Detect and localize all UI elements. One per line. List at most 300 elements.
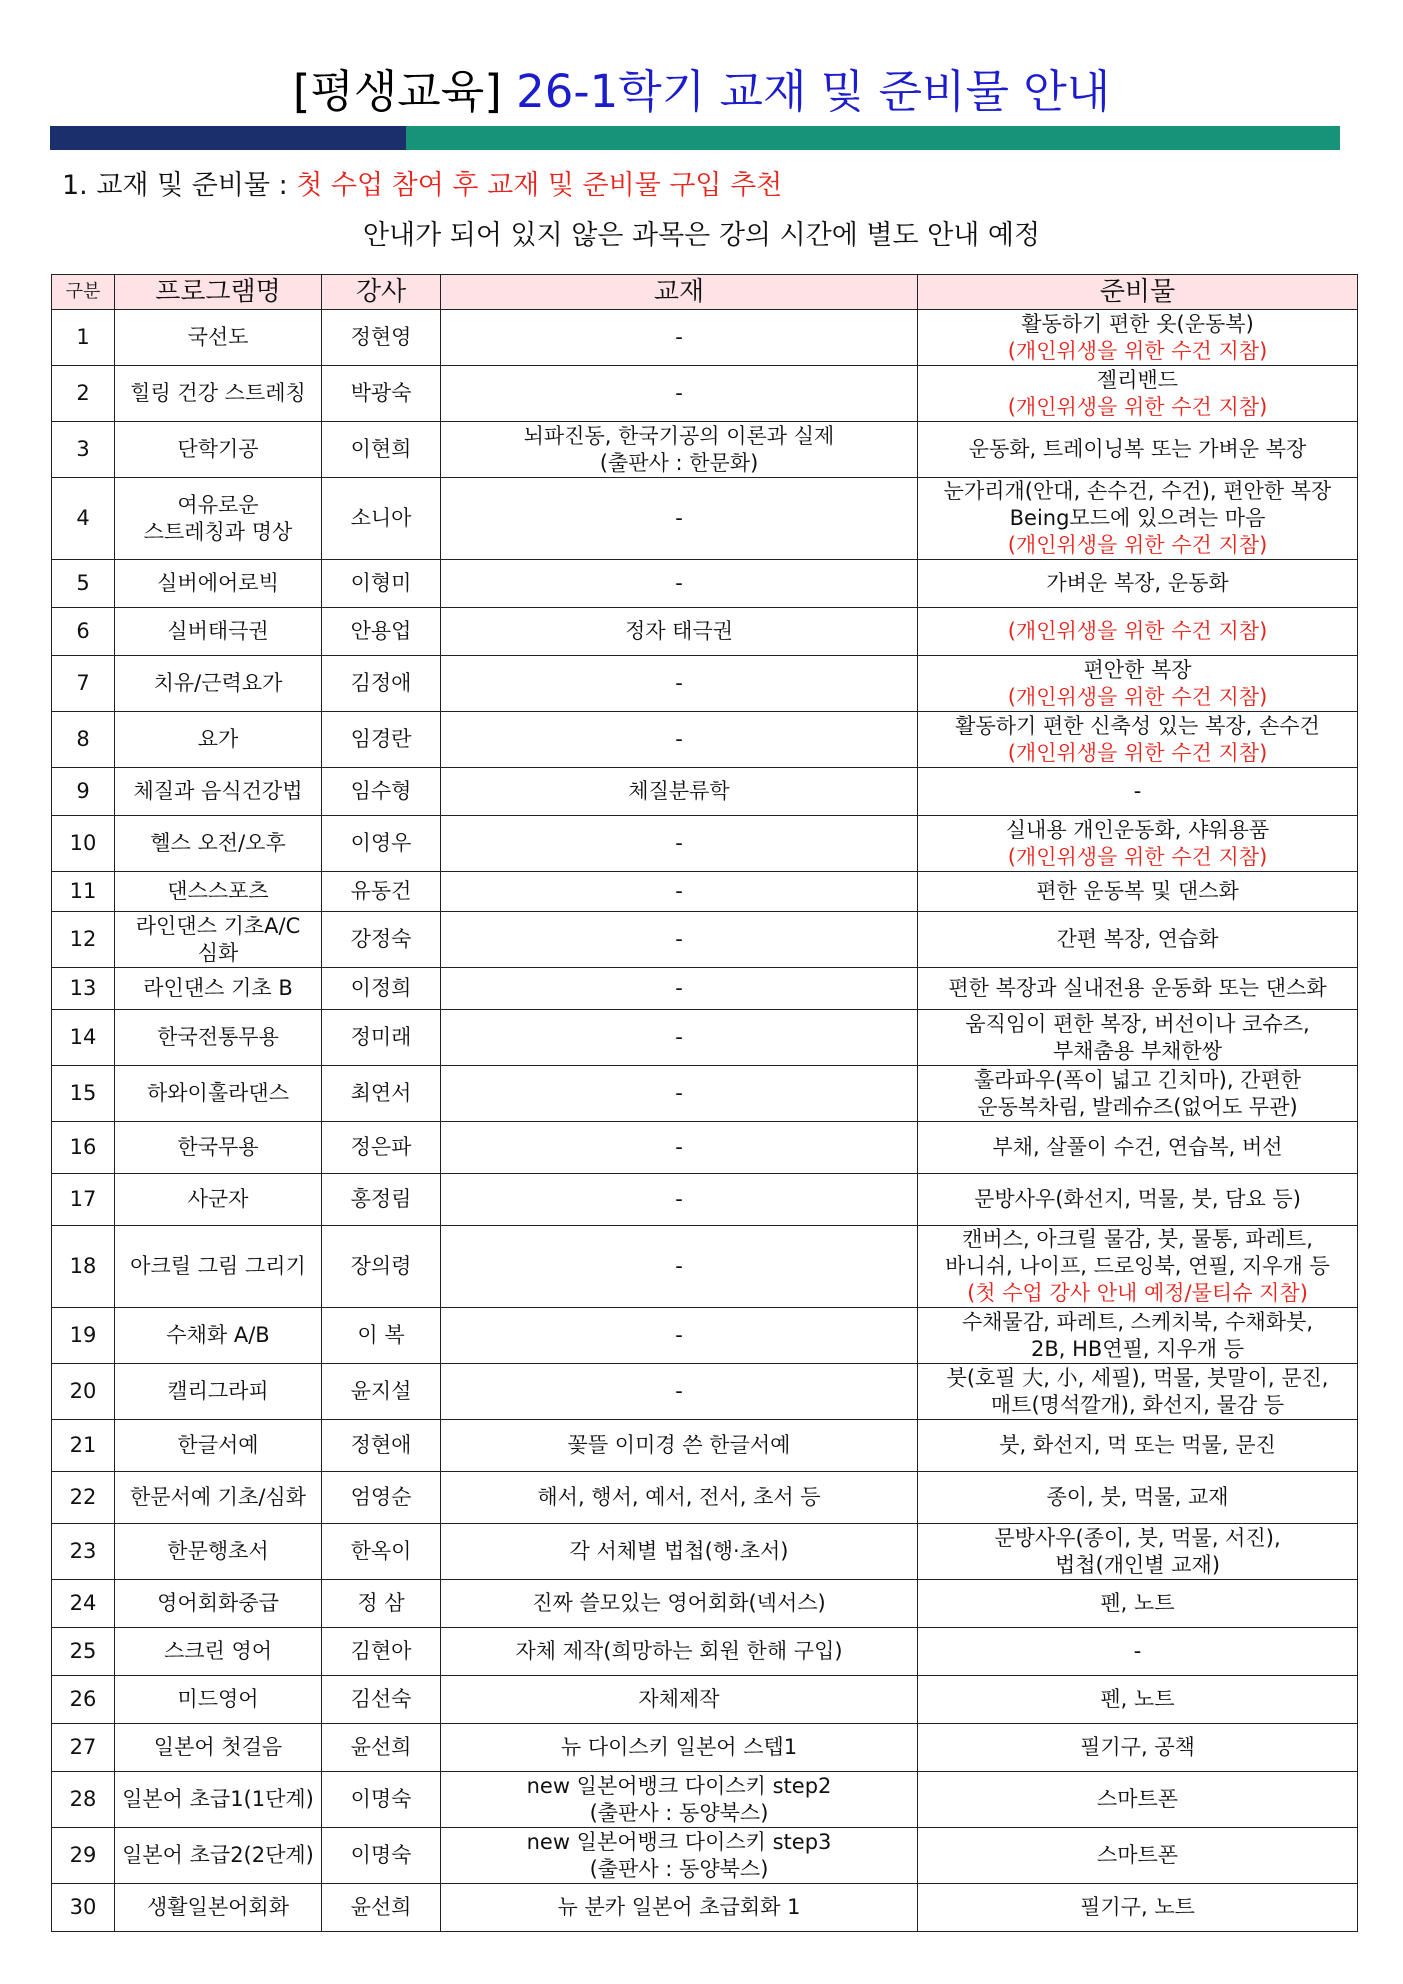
table-body	[52, 310, 1358, 1932]
instructor-name-line: 윤선희	[350, 1895, 412, 1919]
textbook	[441, 1628, 918, 1676]
instructor-name	[322, 366, 441, 422]
textbook	[441, 912, 918, 968]
program-name-line: 국선도	[187, 325, 249, 349]
textbook-line: 꽃뜰 이미경 쓴 한글서예	[567, 1433, 791, 1457]
program-name	[115, 912, 322, 968]
program-name	[115, 768, 322, 816]
instructor-name-line: 윤지설	[350, 1379, 412, 1403]
supplies	[918, 1524, 1358, 1580]
supplies	[918, 1364, 1358, 1420]
program-name	[115, 1628, 322, 1676]
supplies-line: 문방사우(종이, 붓, 먹물, 서진),	[994, 1525, 1281, 1550]
instructor-name	[322, 768, 441, 816]
row-number	[52, 366, 115, 422]
instructor-name	[322, 816, 441, 872]
supplies	[918, 768, 1358, 816]
table-row	[52, 1174, 1358, 1226]
program-name-line: 일본어 초급1(1단계)	[122, 1787, 314, 1811]
supplies	[918, 816, 1358, 872]
instructor-name-line: 김현아	[350, 1639, 412, 1663]
row-number-line: 15	[69, 1081, 97, 1105]
supplies	[918, 1724, 1358, 1772]
textbook	[441, 560, 918, 608]
table-row	[52, 1066, 1358, 1122]
program-name	[115, 1884, 322, 1932]
instructor-name-line: 장의령	[350, 1254, 412, 1278]
instructor-name	[322, 422, 441, 478]
row-number	[52, 1772, 115, 1828]
program-name-line: 헬스 오전/오후	[150, 831, 286, 855]
row-number	[52, 712, 115, 768]
instructor-name-line: 임수형	[350, 779, 412, 803]
supplies	[918, 478, 1358, 560]
instructor-name	[322, 712, 441, 768]
program-name	[115, 1308, 322, 1364]
header-program: 프로그램명	[115, 275, 322, 310]
textbook	[441, 1122, 918, 1174]
textbook-line: -	[675, 1323, 683, 1347]
row-number	[52, 1308, 115, 1364]
row-number	[52, 1580, 115, 1628]
table-row	[52, 310, 1358, 366]
instructor-name	[322, 1828, 441, 1884]
supplies	[918, 1420, 1358, 1472]
table-row	[52, 968, 1358, 1010]
supplies	[918, 1676, 1358, 1724]
instructor-name-line: 박광숙	[350, 381, 412, 405]
header-textbook: 교재	[441, 275, 918, 310]
instructor-name-line: 김정애	[350, 671, 412, 695]
supplies	[918, 310, 1358, 366]
supplies	[918, 656, 1358, 712]
supplies-line: 운동화, 트레이닝복 또는 가벼운 복장	[968, 437, 1307, 461]
supplies-line: (개인위생을 위한 수건 지참)	[1007, 619, 1268, 643]
supplies-line: 법첩(개인별 교재)	[1054, 1552, 1221, 1577]
supplies	[918, 422, 1358, 478]
supplies-line: 스마트폰	[1096, 1787, 1179, 1811]
instructor-name	[322, 1628, 441, 1676]
row-number-line: 23	[69, 1539, 97, 1563]
textbook-line: 각 서체별 법첩(행·초서)	[569, 1539, 789, 1563]
table-row	[52, 872, 1358, 912]
program-name-line: 힐링 건강 스트레칭	[130, 381, 306, 405]
row-number-line: 13	[69, 976, 97, 1000]
textbook-line: -	[675, 1379, 683, 1403]
row-number-line: 24	[69, 1591, 97, 1615]
supplies-line: 부채춤용 부채한쌍	[1053, 1038, 1222, 1063]
instructor-name	[322, 656, 441, 712]
textbook	[441, 310, 918, 366]
header-no: 구분	[52, 275, 115, 310]
row-number	[52, 1066, 115, 1122]
row-number-line: 26	[69, 1687, 97, 1711]
instructor-name-line: 정 삼	[357, 1591, 405, 1615]
section-heading-label: 1. 교재 및 준비물 :	[62, 170, 297, 201]
section-heading	[62, 166, 782, 206]
program-name-line: 스크린 영어	[163, 1639, 273, 1663]
textbook-line: -	[675, 976, 683, 1000]
row-number	[52, 560, 115, 608]
textbook-line: -	[675, 831, 683, 855]
textbook	[441, 1884, 918, 1932]
title-bracket: [평생교육]	[292, 65, 502, 118]
row-number-line: 10	[69, 831, 97, 855]
program-name	[115, 422, 322, 478]
row-number-line: 12	[69, 927, 97, 951]
program-name-line: 요가	[197, 727, 239, 751]
title-main: 26-1학기 교재 및 준비물 안내	[516, 65, 1111, 118]
program-name-line: 한문서예 기초/심화	[129, 1485, 307, 1509]
program-name-line: 수채화 A/B	[166, 1323, 270, 1347]
materials-table	[51, 274, 1358, 1932]
textbook-line: (출판사 : 동양북스)	[589, 1800, 769, 1825]
row-number-line: 19	[69, 1323, 97, 1347]
textbook	[441, 1066, 918, 1122]
program-name-line: 한글서예	[177, 1433, 259, 1457]
table-row	[52, 1420, 1358, 1472]
program-name-line: 실버에어로빅	[157, 571, 279, 595]
supplies	[918, 608, 1358, 656]
instructor-name	[322, 1472, 441, 1524]
row-number-line: 2	[76, 381, 90, 405]
instructor-name	[322, 478, 441, 560]
supplies-line: 필기구, 노트	[1080, 1895, 1195, 1919]
supplies	[918, 968, 1358, 1010]
row-number-line: 14	[69, 1025, 97, 1049]
header-bar-navy	[50, 126, 406, 150]
textbook	[441, 1724, 918, 1772]
table-row	[52, 1524, 1358, 1580]
program-name	[115, 1580, 322, 1628]
supplies-line: 가벼운 복장, 운동화	[1046, 571, 1229, 595]
table-row	[52, 712, 1358, 768]
table-row	[52, 1724, 1358, 1772]
textbook	[441, 768, 918, 816]
row-number-line: 6	[76, 619, 90, 643]
textbook	[441, 968, 918, 1010]
instructor-name-line: 유동건	[350, 879, 412, 903]
table-row	[52, 1628, 1358, 1676]
instructor-name	[322, 1066, 441, 1122]
textbook	[441, 1580, 918, 1628]
textbook-line: 진짜 쓸모있는 영어회화(넥서스)	[532, 1591, 826, 1615]
textbook	[441, 1676, 918, 1724]
instructor-name-line: 이정희	[350, 976, 412, 1000]
program-name	[115, 1524, 322, 1580]
textbook-line: 뉴 다이스키 일본어 스텝1	[560, 1735, 798, 1759]
row-number-line: 8	[76, 727, 90, 751]
row-number	[52, 1420, 115, 1472]
textbook-line: (출판사 : 동양북스)	[589, 1856, 769, 1881]
textbook-line: -	[675, 1254, 683, 1278]
program-name	[115, 1420, 322, 1472]
supplies-line: 수채물감, 파레트, 스케치북, 수채화붓,	[961, 1309, 1314, 1334]
program-name	[115, 968, 322, 1010]
textbook	[441, 422, 918, 478]
textbook	[441, 1524, 918, 1580]
supplies-line: 스마트폰	[1096, 1843, 1179, 1867]
supplies-line: 실내용 개인운동화, 샤워용품	[1005, 817, 1270, 842]
instructor-name	[322, 1122, 441, 1174]
table-row	[52, 1010, 1358, 1066]
supplies-line: 부채, 살풀이 수건, 연습복, 버선	[992, 1135, 1283, 1159]
textbook	[441, 1472, 918, 1524]
textbook	[441, 1420, 918, 1472]
instructor-name-line: 이영우	[350, 831, 412, 855]
supplies	[918, 1010, 1358, 1066]
supplies-line: (개인위생을 위한 수건 지참)	[1007, 844, 1268, 869]
row-number-line: 3	[76, 437, 90, 461]
instructor-name	[322, 1364, 441, 1420]
instructor-name-line: 엄영순	[350, 1485, 412, 1509]
instructor-name	[322, 1524, 441, 1580]
supplies	[918, 1308, 1358, 1364]
textbook	[441, 712, 918, 768]
program-name	[115, 560, 322, 608]
row-number	[52, 1828, 115, 1884]
program-name	[115, 816, 322, 872]
row-number-line: 20	[69, 1379, 97, 1403]
textbook-line: 뇌파진동, 한국기공의 이론과 실제	[523, 423, 835, 448]
supplies-line: (개인위생을 위한 수건 지참)	[1007, 394, 1268, 419]
row-number	[52, 816, 115, 872]
textbook-line: new 일본어뱅크 다이스키 step2	[526, 1773, 832, 1798]
instructor-name	[322, 1010, 441, 1066]
program-name-line: 생활일본어회화	[146, 1895, 289, 1919]
instructor-name	[322, 1884, 441, 1932]
textbook-line: -	[675, 879, 683, 903]
row-number-line: 5	[76, 571, 90, 595]
instructor-name-line: 강정숙	[350, 927, 412, 951]
instructor-name-line: 정현애	[350, 1433, 412, 1457]
row-number-line: 17	[69, 1187, 97, 1211]
row-number	[52, 968, 115, 1010]
supplies-line: 펜, 노트	[1100, 1687, 1175, 1711]
program-name-line: 한국무용	[177, 1135, 259, 1159]
supplies-line: 활동하기 편한 옷(운동복)	[1021, 311, 1254, 336]
supplies	[918, 1472, 1358, 1524]
row-number	[52, 1226, 115, 1308]
supplies-line: 2B, HB연필, 지우개 등	[1030, 1336, 1245, 1361]
row-number-line: 30	[69, 1895, 97, 1919]
program-name	[115, 1364, 322, 1420]
textbook	[441, 1828, 918, 1884]
textbook	[441, 366, 918, 422]
row-number-line: 29	[69, 1843, 97, 1867]
textbook-line: -	[675, 381, 683, 405]
program-name	[115, 1676, 322, 1724]
instructor-name-line: 정미래	[350, 1025, 412, 1049]
supplies-line: 펜, 노트	[1100, 1591, 1175, 1615]
program-name-line: 치유/근력요가	[153, 671, 283, 695]
program-name	[115, 608, 322, 656]
row-number	[52, 422, 115, 478]
row-number-line: 4	[76, 506, 90, 530]
supplies-line: 바니쉬, 나이프, 드로잉북, 연필, 지우개 등	[945, 1254, 1330, 1278]
row-number-line: 11	[69, 879, 97, 903]
instructor-name	[322, 1174, 441, 1226]
instructor-name	[322, 1580, 441, 1628]
supplies	[918, 1628, 1358, 1676]
header-supplies: 준비물	[918, 275, 1358, 310]
textbook-line: new 일본어뱅크 다이스키 step3	[526, 1829, 832, 1854]
supplies-line: (개인위생을 위한 수건 지참)	[1007, 684, 1268, 709]
table-row	[52, 656, 1358, 712]
program-name-line: 스트레칭과 명상	[143, 519, 293, 544]
supplies	[918, 1772, 1358, 1828]
row-number-line: 9	[76, 779, 90, 803]
table-row	[52, 1884, 1358, 1932]
instructor-name	[322, 1308, 441, 1364]
supplies-line: 매트(명석깔개), 화선지, 물감 등	[990, 1392, 1285, 1417]
row-number-line: 18	[69, 1254, 97, 1278]
table-row	[52, 608, 1358, 656]
supplies-line: (개인위생을 위한 수건 지참)	[1007, 740, 1268, 765]
program-name-line: 여유로운	[177, 492, 259, 517]
page-title	[0, 62, 1403, 122]
supplies-line: -	[1133, 779, 1142, 803]
table-row	[52, 816, 1358, 872]
textbook-line: -	[675, 1187, 683, 1211]
supplies-line: 활동하기 편한 신축성 있는 복장, 손수건	[955, 713, 1320, 738]
supplies-line: 눈가리개(안대, 손수건, 수건), 편안한 복장	[943, 479, 1332, 503]
program-name	[115, 1472, 322, 1524]
instructor-name-line: 최연서	[350, 1081, 412, 1105]
program-name	[115, 1772, 322, 1828]
instructor-name	[322, 310, 441, 366]
program-name	[115, 1010, 322, 1066]
row-number	[52, 1364, 115, 1420]
table-header-row	[52, 275, 1358, 310]
supplies-line: 운동복차림, 발레슈즈(없어도 무관)	[977, 1094, 1298, 1119]
program-name	[115, 1174, 322, 1226]
instructor-name-line: 안용업	[350, 619, 412, 643]
table-row	[52, 422, 1358, 478]
textbook-line: 자체제작	[638, 1687, 720, 1711]
program-name-line: 아크릴 그림 그리기	[130, 1254, 306, 1278]
supplies	[918, 1122, 1358, 1174]
supplies	[918, 1226, 1358, 1308]
table-row	[52, 1472, 1358, 1524]
supplies	[918, 872, 1358, 912]
textbook-line: 정자 태극권	[624, 619, 734, 643]
program-name-line: 실버태극권	[167, 619, 269, 643]
textbook	[441, 1308, 918, 1364]
table-row	[52, 1676, 1358, 1724]
supplies	[918, 366, 1358, 422]
instructor-name	[322, 1724, 441, 1772]
textbook-line: -	[675, 1081, 683, 1105]
textbook-line: (출판사 : 한문화)	[599, 450, 759, 475]
row-number	[52, 608, 115, 656]
program-name-line: 캘리그라피	[167, 1379, 269, 1403]
table-row	[52, 366, 1358, 422]
textbook-line: 자체 제작(희망하는 회원 한해 구입)	[515, 1639, 843, 1663]
table-row	[52, 1122, 1358, 1174]
table-row	[52, 1226, 1358, 1308]
program-name-line: 사군자	[187, 1187, 249, 1211]
program-name-line: 미드영어	[177, 1687, 259, 1711]
row-number-line: 7	[76, 671, 90, 695]
supplies-line: 편한 운동복 및 댄스화	[1036, 879, 1239, 903]
program-name	[115, 1122, 322, 1174]
textbook-line: 체질분류학	[628, 779, 730, 803]
instructor-name	[322, 1676, 441, 1724]
program-name	[115, 712, 322, 768]
textbook	[441, 1226, 918, 1308]
row-number	[52, 478, 115, 560]
table-row	[52, 912, 1358, 968]
instructor-name	[322, 1420, 441, 1472]
row-number-line: 25	[69, 1639, 97, 1663]
textbook	[441, 656, 918, 712]
table-row	[52, 478, 1358, 560]
table-row	[52, 1772, 1358, 1828]
instructor-name-line: 이명숙	[350, 1843, 412, 1867]
table-row	[52, 768, 1358, 816]
program-name	[115, 1828, 322, 1884]
textbook-line: -	[675, 727, 683, 751]
row-number-line: 16	[69, 1135, 97, 1159]
row-number	[52, 1724, 115, 1772]
textbook	[441, 1010, 918, 1066]
program-name	[115, 310, 322, 366]
supplies-line: 움직임이 편한 복장, 버선이나 코슈즈,	[965, 1011, 1310, 1036]
instructor-name	[322, 608, 441, 656]
instructor-name-line: 이명숙	[350, 1787, 412, 1811]
program-name-line: 한문행초서	[167, 1539, 269, 1563]
supplies-line: 편안한 복장	[1083, 657, 1192, 682]
supplies	[918, 1884, 1358, 1932]
program-name	[115, 1724, 322, 1772]
row-number	[52, 912, 115, 968]
instructor-name-line: 한옥이	[350, 1539, 412, 1563]
supplies-line: (개인위생을 위한 수건 지참)	[1007, 533, 1268, 557]
row-number-line: 1	[76, 325, 90, 349]
textbook	[441, 478, 918, 560]
instructor-name	[322, 560, 441, 608]
supplies-line: 붓(호필 大, 小, 세필), 먹물, 붓말이, 문진,	[946, 1365, 1329, 1390]
program-name-line: 한국전통무용	[157, 1025, 279, 1049]
program-name	[115, 656, 322, 712]
textbook-line: 해서, 행서, 예서, 전서, 초서 등	[537, 1485, 821, 1509]
table-row	[52, 1308, 1358, 1364]
supplies-line: (첫 수업 강사 안내 예정/물티슈 지참)	[967, 1281, 1308, 1305]
supplies-line: Being모드에 있으려는 마음	[1009, 506, 1266, 530]
textbook	[441, 1364, 918, 1420]
textbook	[441, 1772, 918, 1828]
supplies-line: (개인위생을 위한 수건 지참)	[1007, 338, 1268, 363]
program-name-line: 단학기공	[177, 437, 259, 461]
row-number-line: 21	[69, 1433, 97, 1457]
textbook	[441, 1174, 918, 1226]
supplies-line: 붓, 화선지, 먹 또는 먹물, 문진	[999, 1433, 1276, 1457]
supplies	[918, 912, 1358, 968]
supplies	[918, 1828, 1358, 1884]
row-number	[52, 310, 115, 366]
table-row	[52, 1580, 1358, 1628]
row-number-line: 22	[69, 1485, 97, 1509]
instructor-name-line: 정현영	[350, 325, 412, 349]
supplies-line: 편한 복장과 실내전용 운동화 또는 댄스화	[948, 976, 1327, 1000]
instructor-name	[322, 912, 441, 968]
program-name-line: 일본어 첫걸음	[153, 1735, 283, 1759]
row-number	[52, 1884, 115, 1932]
instructor-name	[322, 1772, 441, 1828]
row-number-line: 28	[69, 1787, 97, 1811]
textbook-line: -	[675, 1135, 683, 1159]
